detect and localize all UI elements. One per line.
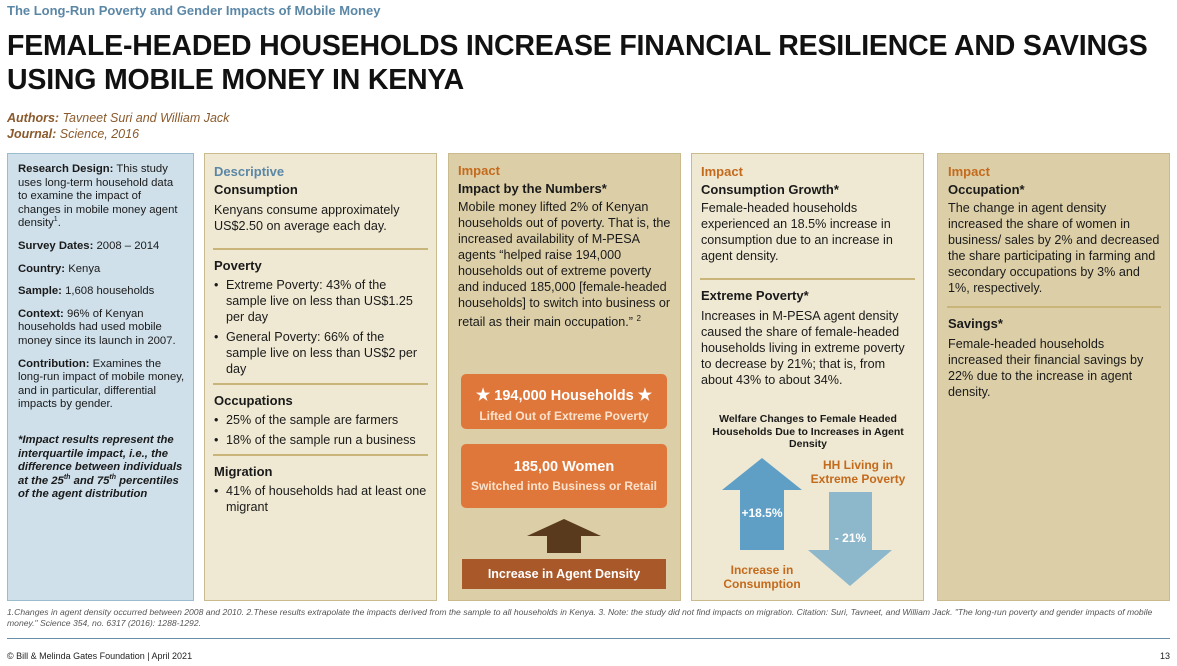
page-number: 13	[1159, 651, 1170, 661]
list-item: • General Poverty: 66% of the sample live on less than US$2 per day	[214, 329, 428, 377]
women-switched-box	[461, 444, 667, 508]
list-item: • 41% of households had at least one migrant	[214, 483, 428, 515]
impact-numbers-heading: Impact by the Numbers*	[458, 181, 607, 196]
savings-text: Female-headed households increased their financial savings by 22% due to the increase in agent density.	[948, 337, 1144, 399]
poverty-change-value: - 21%	[834, 531, 867, 545]
agent-density-bar: Increase in Agent Density	[462, 559, 666, 589]
impact-note-a: *Impact results represent the interquartile impact, i.e., the difference between individuals at the 25	[18, 433, 183, 487]
impact-numbers-footnote: 2	[636, 314, 641, 323]
research-design-text: This study uses long-term household data to examine the impact of changes in mobile money agent density	[18, 163, 178, 230]
journal-line	[7, 127, 139, 141]
descriptive-category: Descriptive	[214, 164, 285, 179]
impact-category: Impact	[701, 164, 743, 179]
survey-dates-value: 2008 – 2014	[96, 239, 160, 252]
impact-occupation-panel	[937, 153, 1170, 601]
context	[18, 308, 185, 349]
contribution-value: Examines the long-run impact of mobile money, and in particular, differential impacts by gender.	[18, 357, 185, 411]
savings-heading: Savings*	[948, 316, 1003, 331]
footer-divider	[7, 638, 1170, 639]
consumption-text: Kenyans consume approximately US$2.50 on average each day.	[214, 203, 400, 233]
context-label: Context:	[18, 307, 64, 320]
impact-note-sup1: th	[63, 473, 71, 481]
contribution	[18, 358, 185, 412]
impact-category: Impact	[458, 163, 500, 178]
households-lifted-label: Lifted Out of Extreme Poverty	[479, 409, 649, 423]
context-value: 96% of Kenyan households had used mobile money since its launch in 2007.	[18, 307, 176, 347]
divider	[213, 248, 428, 250]
star-icon: ★	[637, 387, 653, 404]
occupations-list	[214, 412, 428, 448]
sample-label: Sample:	[18, 285, 62, 298]
star-icon: ★	[475, 387, 491, 404]
impact-consumption-panel	[691, 153, 924, 601]
authors-line	[7, 111, 229, 125]
country-label: Country:	[18, 262, 66, 275]
impact-numbers-body: Mobile money lifted 2% of Kenyan households out of poverty. That is, the increased availability of M-PESA agents “helped raise 194,000 households out of extreme poverty and induced 185,000 [female-headed households] to switch into business or retail as their main occupation.”	[458, 200, 671, 330]
divider	[213, 383, 428, 385]
impact-note-sup2: th	[109, 473, 116, 481]
poverty-list	[214, 277, 428, 377]
survey-dates-label: Survey Dates:	[18, 239, 94, 252]
journal-label: Journal:	[7, 127, 57, 141]
research-design-label: Research Design:	[18, 163, 114, 175]
migration-list	[214, 483, 428, 515]
impact-note-c: percentiles of the agent distribution	[18, 474, 179, 501]
research-design-end: .	[57, 217, 61, 230]
poverty-caption: HH Living in Extreme Poverty	[810, 458, 906, 486]
impact-numbers-panel	[448, 153, 681, 601]
authors-value: Tavneet Suri and William Jack	[62, 111, 230, 125]
list-item: • Extreme Poverty: 43% of the sample live on less than US$1.25 per day	[214, 277, 428, 325]
consumption-growth-text: Female-headed households experienced an 18.5% increase in consumption due to an increase in agent density.	[701, 201, 893, 263]
women-switched-label: Switched into Business or Retail	[470, 479, 658, 493]
footnote: 1.Changes in agent density occurred between 2008 and 2010. 2.These results extrapolate the impacts derived from the sample to all households in Kenya. 3. Note: the study did not find impacts on migration. Citation: Suri, Tavneet, and William Jack. "The long-run poverty and gender impacts of mobile money." Science 354, no. 6317 (2016): 1288-1292.	[7, 607, 1153, 628]
research-design	[18, 163, 185, 231]
poverty-heading: Poverty	[214, 258, 262, 273]
sample-value: 1,608 households	[65, 285, 155, 298]
contribution-label: Contribution:	[18, 357, 90, 370]
sample	[18, 285, 185, 299]
up-arrow-icon	[527, 519, 601, 553]
consumption-change-value: +18.5%	[741, 506, 783, 520]
occupation-text: The change in agent density increased the share of women in business/ sales by 2% and decreased the share participating in farming and secondary occupations by 3% and 1%, respectively.	[948, 201, 1160, 295]
consumption-up-arrow-icon	[722, 458, 802, 550]
research-design-panel	[7, 153, 194, 601]
page-title: FEMALE-HEADED HOUSEHOLDS INCREASE FINANCIAL RESILIENCE AND SAVINGS USING MOBILE MONEY IN KENYA	[7, 30, 1148, 96]
welfare-arrows	[692, 154, 925, 602]
country	[18, 263, 185, 277]
footer: © Bill & Melinda Gates Foundation | April 2021	[7, 651, 193, 661]
impact-category: Impact	[948, 164, 990, 179]
households-lifted-box	[461, 374, 667, 429]
households-lifted-value	[461, 385, 667, 405]
migration-heading: Migration	[214, 464, 273, 479]
consumption-heading: Consumption	[214, 182, 298, 197]
occupations-heading: Occupations	[214, 393, 293, 408]
occupation-heading: Occupation*	[948, 182, 1025, 197]
households-lifted-number: 194,000 Households	[494, 388, 634, 404]
welfare-chart-title: Welfare Changes to Female Headed Households Due to Increases in Agent Density	[712, 413, 904, 450]
consumption-caption: Increase in Consumption	[723, 563, 801, 591]
country-value: Kenya	[68, 262, 101, 275]
supertitle: The Long-Run Poverty and Gender Impacts of Mobile Money	[7, 3, 381, 18]
divider	[213, 454, 428, 456]
impact-note-b: and 75	[70, 474, 110, 487]
list-item: • 18% of the sample run a business	[214, 432, 428, 448]
women-switched-value: 185,00 Women	[513, 459, 615, 475]
list-item: • 25% of the sample are farmers	[214, 412, 428, 428]
research-design-footnote: 1	[53, 216, 58, 224]
consumption-growth-heading: Consumption Growth*	[701, 182, 839, 197]
survey-dates	[18, 240, 185, 254]
journal-value: Science, 2016	[59, 127, 140, 141]
authors-label: Authors:	[7, 111, 60, 125]
impact-note	[18, 434, 185, 502]
descriptive-panel	[204, 153, 437, 601]
extreme-poverty-text: Increases in M-PESA agent density caused the share of female-headed households living in extreme poverty to decrease by 21%; that is, from about 43% to about 34%.	[701, 309, 905, 387]
divider	[947, 306, 1161, 308]
impact-numbers-text	[458, 199, 672, 330]
extreme-poverty-heading: Extreme Poverty*	[701, 288, 809, 303]
